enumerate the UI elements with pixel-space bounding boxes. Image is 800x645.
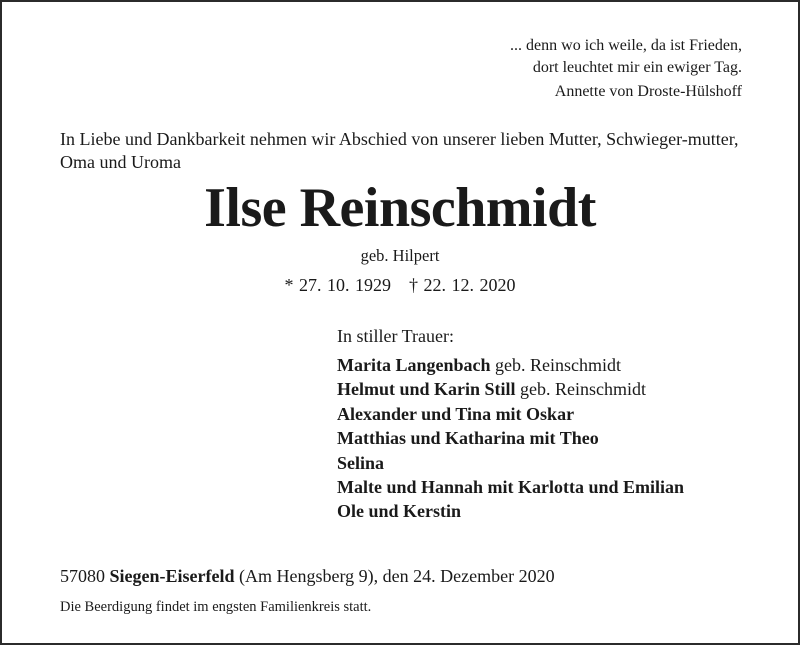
quote-author: Annette von Droste-Hülshoff: [554, 83, 742, 100]
mourner-suffix: geb. Reinschmidt: [515, 379, 647, 400]
quote: [510, 35, 742, 79]
mourning-heading: In stiller Trauer:: [337, 326, 454, 346]
address-and-date: (Am Hengsberg 9), den 24. Dezember 2020: [238, 566, 555, 586]
death-date: † 22. 12. 2020: [409, 275, 516, 295]
mourner-name: Selina: [337, 452, 385, 473]
mourner-item: [337, 402, 684, 426]
birth-date: * 27. 10. 1929: [284, 275, 391, 295]
mourner-name: Matthias und Katharina mit Theo: [337, 428, 599, 449]
intro-text: In Liebe und Dankbarkeit nehmen wir Abschied von unserer lieben Mutter, Schwieger-mutter, Oma und Uroma: [60, 129, 739, 172]
deceased-name: Ilse Reinschmidt: [204, 177, 596, 239]
funeral-note: Die Beerdigung findet im engsten Familienkreis statt.: [60, 599, 372, 615]
mourner-item: [337, 426, 684, 450]
quote-line-1: ... denn wo ich weile, da ist Frieden,: [510, 37, 742, 54]
mourner-name: Helmut und Karin Still: [337, 379, 516, 400]
mourner-name: Alexander und Tina mit Oskar: [337, 403, 575, 424]
city: Siegen-Eiserfeld: [109, 566, 235, 586]
life-dates: [2, 273, 798, 297]
mourner-name: Marita Langenbach: [337, 355, 491, 375]
mourners-list: [337, 353, 684, 524]
birth-name: geb. Hilpert: [360, 246, 440, 265]
postal-code: 57080: [60, 566, 105, 586]
quote-line-2: dort leuchtet mir ein ewiger Tag.: [532, 59, 742, 76]
mourner-item: [337, 451, 684, 475]
mourner-name: Ole und Kerstin: [337, 501, 462, 522]
place-and-date: [60, 564, 555, 588]
mourner-item: [337, 377, 684, 401]
mourner-name: Malte und Hannah mit Karlotta und Emilian: [337, 477, 685, 498]
mourner-item: [337, 475, 684, 499]
mourner-suffix: geb. Reinschmidt: [490, 355, 621, 375]
mourner-item: [337, 499, 684, 523]
mourner-item: [337, 353, 684, 377]
